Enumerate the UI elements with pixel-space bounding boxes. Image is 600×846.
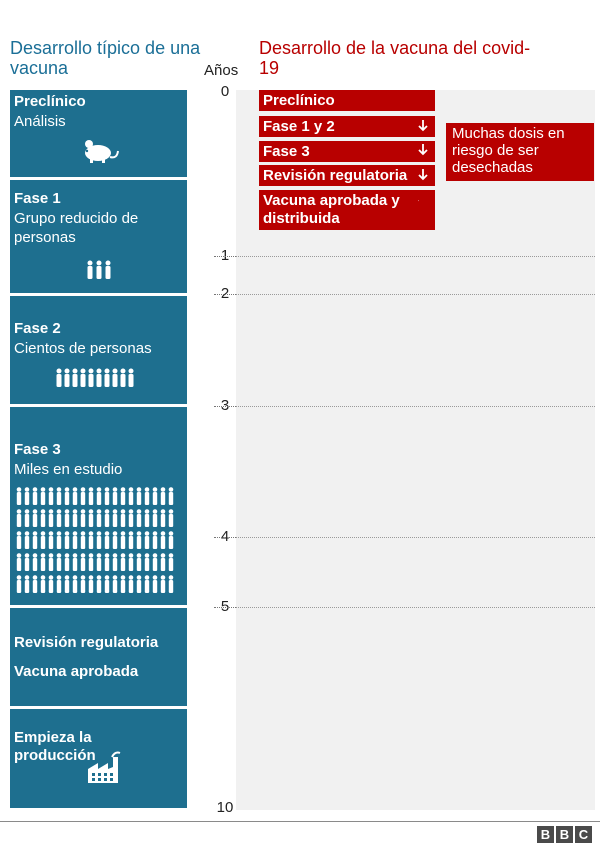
typical-phase-2-subtitle: Cientos de personas bbox=[14, 340, 152, 357]
covid-phase-3: Fase 3 bbox=[259, 141, 435, 162]
factory-icon bbox=[82, 749, 126, 785]
tickmark-4 bbox=[214, 537, 236, 538]
gridline-year-1 bbox=[236, 256, 595, 257]
typical-phase-3-title: Fase 3 bbox=[14, 441, 61, 458]
typical-phase-2-title: Fase 2 bbox=[14, 320, 61, 337]
people-medium-icon bbox=[56, 368, 140, 388]
tick-0: 0 bbox=[220, 83, 230, 100]
tick-1: 1 bbox=[220, 247, 230, 264]
bbc-logo-letter: C bbox=[575, 826, 592, 843]
tickmark-5 bbox=[214, 607, 236, 608]
covid-approved-distributed: Vacuna aprobada y distribuida bbox=[259, 190, 419, 230]
mouse-icon bbox=[80, 135, 120, 165]
gridline-year-3 bbox=[236, 406, 595, 407]
typical-development-title: Desarrollo típico de una vacuna bbox=[10, 38, 201, 78]
gridline-year-4 bbox=[236, 537, 595, 538]
typical-phase-1 bbox=[10, 180, 187, 293]
bbc-logo bbox=[537, 826, 594, 844]
tickmark-1 bbox=[214, 256, 236, 257]
arrow-down-icon bbox=[416, 143, 430, 157]
footer-rule bbox=[0, 821, 600, 822]
tick-5: 5 bbox=[220, 598, 230, 615]
typical-preclinical bbox=[10, 90, 187, 177]
tickmark-3 bbox=[214, 406, 236, 407]
gridline-year-5 bbox=[236, 607, 595, 608]
typical-production bbox=[10, 709, 187, 808]
bbc-logo-letter: B bbox=[537, 826, 554, 843]
typical-phase-2 bbox=[10, 296, 187, 404]
typical-phase-3 bbox=[10, 407, 187, 605]
covid-regulatory-review: Revisión regulatoria bbox=[259, 165, 435, 186]
arrow-down-icon bbox=[416, 168, 430, 182]
covid-phase-1-2: Fase 1 y 2 bbox=[259, 116, 435, 137]
years-axis-label: Años bbox=[204, 62, 239, 79]
people-large-icon bbox=[16, 487, 182, 599]
typical-regulatory-review-title: Revisión regulatoria bbox=[14, 634, 159, 651]
covid-development-title: Desarrollo de la vacuna del covid-19 bbox=[259, 38, 531, 78]
tick-10: 10 bbox=[216, 799, 234, 816]
typical-preclinical-title: Preclínico bbox=[14, 93, 86, 110]
typical-regulatory-review bbox=[10, 608, 187, 706]
bbc-logo-letter: B bbox=[556, 826, 573, 843]
typical-phase-3-subtitle: Miles en estudio bbox=[14, 461, 123, 478]
tick-2: 2 bbox=[220, 285, 230, 302]
arrow-down-icon bbox=[416, 119, 430, 133]
typical-phase-1-title: Fase 1 bbox=[14, 190, 61, 207]
typical-approved-vaccine: Vacuna aprobada bbox=[14, 663, 139, 680]
gridline-year-2 bbox=[236, 294, 595, 295]
tick-3: 3 bbox=[220, 397, 230, 414]
tick-4: 4 bbox=[220, 528, 230, 545]
covid-bar-extension bbox=[419, 190, 435, 230]
typical-production-title: Empieza la producción bbox=[14, 729, 96, 764]
typical-phase-1-subtitle: Grupo reducido de personas bbox=[14, 210, 139, 246]
people-small-icon bbox=[86, 260, 112, 280]
typical-preclinical-subtitle: Análisis bbox=[14, 113, 66, 130]
doses-at-risk-text: Muchas dosis en riesgo de ser desechadas bbox=[452, 125, 565, 176]
tickmark-2 bbox=[214, 294, 236, 295]
covid-preclinical: Preclínico bbox=[259, 90, 435, 111]
